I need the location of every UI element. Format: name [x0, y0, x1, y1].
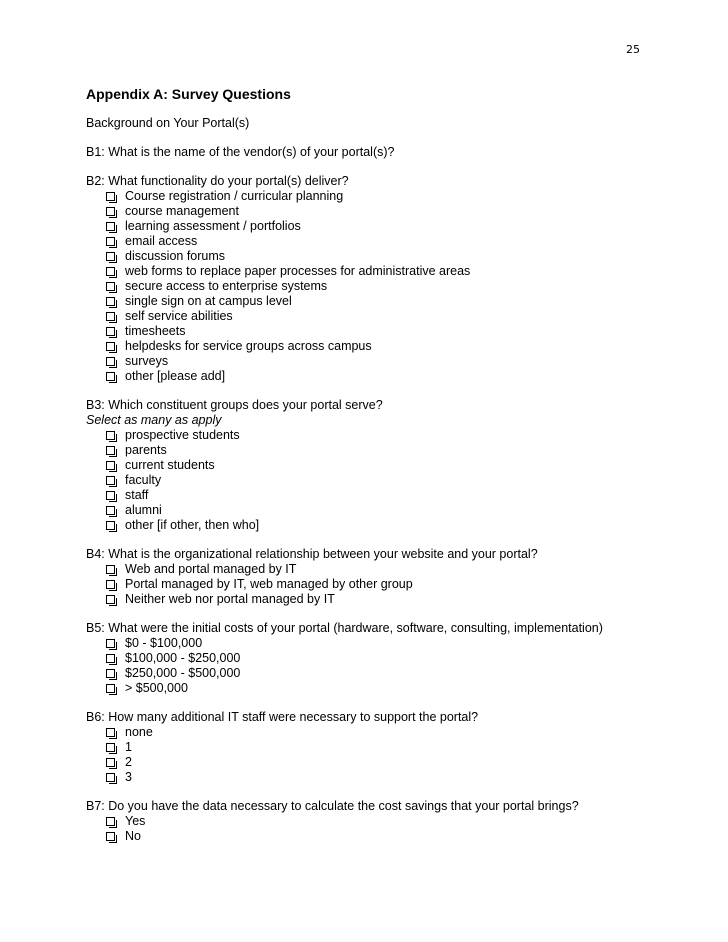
option-item[interactable]	[106, 814, 686, 829]
survey-content	[86, 84, 686, 858]
option-label: timesheets	[125, 324, 186, 338]
option-item[interactable]	[106, 339, 686, 354]
question-list	[86, 145, 686, 844]
option-item[interactable]	[106, 473, 686, 488]
checkbox-icon[interactable]	[106, 282, 115, 291]
option-item[interactable]	[106, 592, 686, 607]
option-label: helpdesks for service groups across campus	[125, 339, 372, 353]
option-label: staff	[125, 488, 149, 502]
option-item[interactable]	[106, 740, 686, 755]
question-block	[86, 145, 686, 160]
option-label: $100,000 - $250,000	[125, 651, 241, 665]
checkbox-icon[interactable]	[106, 312, 115, 321]
option-label: self service abilities	[125, 309, 233, 323]
checkbox-icon[interactable]	[106, 372, 115, 381]
option-item[interactable]	[106, 428, 686, 443]
question-text: B1: What is the name of the vendor(s) of your portal(s)?	[86, 145, 395, 159]
option-label: course management	[125, 204, 239, 218]
option-item[interactable]	[106, 309, 686, 324]
option-label: discussion forums	[125, 249, 226, 263]
option-label: secure access to enterprise systems	[125, 279, 328, 293]
option-label: No	[125, 829, 141, 843]
question-instruction: Select as many as apply	[86, 413, 222, 427]
checkbox-icon[interactable]	[106, 327, 115, 336]
option-label: none	[125, 725, 153, 739]
option-label: learning assessment / portfolios	[125, 219, 301, 233]
option-item[interactable]	[106, 636, 686, 651]
option-label: surveys	[125, 354, 169, 368]
option-label: Yes	[125, 814, 146, 828]
checkbox-icon[interactable]	[106, 817, 115, 826]
checkbox-icon[interactable]	[106, 207, 115, 216]
checkbox-icon[interactable]	[106, 832, 115, 841]
page-number: 25	[626, 43, 640, 56]
option-label: other [please add]	[125, 369, 226, 383]
option-label: $250,000 - $500,000	[125, 666, 241, 680]
question-text: B7: Do you have the data necessary to calculate the cost savings that your portal brings?	[86, 799, 579, 813]
option-item[interactable]	[106, 577, 686, 592]
section-subheading: Background on Your Portal(s)	[86, 116, 250, 130]
checkbox-icon[interactable]	[106, 669, 115, 678]
checkbox-icon[interactable]	[106, 639, 115, 648]
option-item[interactable]	[106, 725, 686, 740]
option-item[interactable]	[106, 518, 686, 533]
checkbox-icon[interactable]	[106, 773, 115, 782]
question-text: B5: What were the initial costs of your portal (hardware, software, consulting, implementation)	[86, 621, 603, 635]
question-block	[86, 174, 686, 384]
option-list	[86, 725, 686, 785]
checkbox-icon[interactable]	[106, 654, 115, 663]
option-item[interactable]	[106, 562, 686, 577]
option-item[interactable]	[106, 279, 686, 294]
question-block	[86, 799, 686, 844]
checkbox-icon[interactable]	[106, 267, 115, 276]
checkbox-icon[interactable]	[106, 431, 115, 440]
checkbox-icon[interactable]	[106, 743, 115, 752]
checkbox-icon[interactable]	[106, 684, 115, 693]
checkbox-icon[interactable]	[106, 476, 115, 485]
question-block	[86, 398, 686, 533]
option-label: 3	[125, 770, 132, 784]
option-label: Course registration / curricular planning	[125, 189, 344, 203]
checkbox-icon[interactable]	[106, 461, 115, 470]
option-item[interactable]	[106, 204, 686, 219]
option-label: 1	[125, 740, 132, 754]
option-label: web forms to replace paper processes for administrative areas	[125, 264, 471, 278]
option-list	[86, 636, 686, 696]
option-label: current students	[125, 458, 215, 472]
question-text: B2: What functionality do your portal(s) deliver?	[86, 174, 349, 188]
checkbox-icon[interactable]	[106, 222, 115, 231]
checkbox-icon[interactable]	[106, 446, 115, 455]
option-item[interactable]	[106, 264, 686, 279]
option-label: Neither web nor portal managed by IT	[125, 592, 335, 606]
question-text: B6: How many additional IT staff were necessary to support the portal?	[86, 710, 479, 724]
option-item[interactable]	[106, 369, 686, 384]
option-label: > $500,000	[125, 681, 188, 695]
option-item[interactable]	[106, 458, 686, 473]
option-label: other [if other, then who]	[125, 518, 260, 532]
option-label: Portal managed by IT, web managed by other group	[125, 577, 413, 591]
checkbox-icon[interactable]	[106, 565, 115, 574]
option-item[interactable]	[106, 354, 686, 369]
option-list	[86, 189, 686, 384]
option-item[interactable]	[106, 488, 686, 503]
checkbox-icon[interactable]	[106, 192, 115, 201]
option-label: $0 - $100,000	[125, 636, 203, 650]
checkbox-icon[interactable]	[106, 758, 115, 767]
checkbox-icon[interactable]	[106, 342, 115, 351]
option-item[interactable]	[106, 681, 686, 696]
checkbox-icon[interactable]	[106, 595, 115, 604]
option-item[interactable]	[106, 666, 686, 681]
option-label: single sign on at campus level	[125, 294, 292, 308]
option-label: alumni	[125, 503, 162, 517]
option-item[interactable]	[106, 234, 686, 249]
checkbox-icon[interactable]	[106, 506, 115, 515]
checkbox-icon[interactable]	[106, 521, 115, 530]
option-item[interactable]	[106, 189, 686, 204]
option-item[interactable]	[106, 324, 686, 339]
option-label: faculty	[125, 473, 162, 487]
checkbox-icon[interactable]	[106, 728, 115, 737]
option-item[interactable]	[106, 829, 686, 844]
option-label: 2	[125, 755, 132, 769]
checkbox-icon[interactable]	[106, 491, 115, 500]
option-item[interactable]	[106, 219, 686, 234]
checkbox-icon[interactable]	[106, 297, 115, 306]
option-item[interactable]	[106, 443, 686, 458]
option-list	[86, 428, 686, 533]
checkbox-icon[interactable]	[106, 252, 115, 261]
question-text: B3: Which constituent groups does your portal serve?	[86, 398, 383, 412]
option-list	[86, 814, 686, 844]
option-item[interactable]	[106, 651, 686, 666]
question-block	[86, 547, 686, 607]
option-label: prospective students	[125, 428, 240, 442]
checkbox-icon[interactable]	[106, 237, 115, 246]
question-text: B4: What is the organizational relationship between your website and your portal?	[86, 547, 538, 561]
page-title: Appendix A: Survey Questions	[86, 86, 291, 102]
option-item[interactable]	[106, 503, 686, 518]
checkbox-icon[interactable]	[106, 580, 115, 589]
question-block	[86, 710, 686, 785]
option-item[interactable]	[106, 249, 686, 264]
option-item[interactable]	[106, 755, 686, 770]
option-list	[86, 562, 686, 607]
checkbox-icon[interactable]	[106, 357, 115, 366]
question-block	[86, 621, 686, 696]
option-label: email access	[125, 234, 198, 248]
option-label: Web and portal managed by IT	[125, 562, 297, 576]
option-item[interactable]	[106, 294, 686, 309]
option-label: parents	[125, 443, 167, 457]
option-item[interactable]	[106, 770, 686, 785]
